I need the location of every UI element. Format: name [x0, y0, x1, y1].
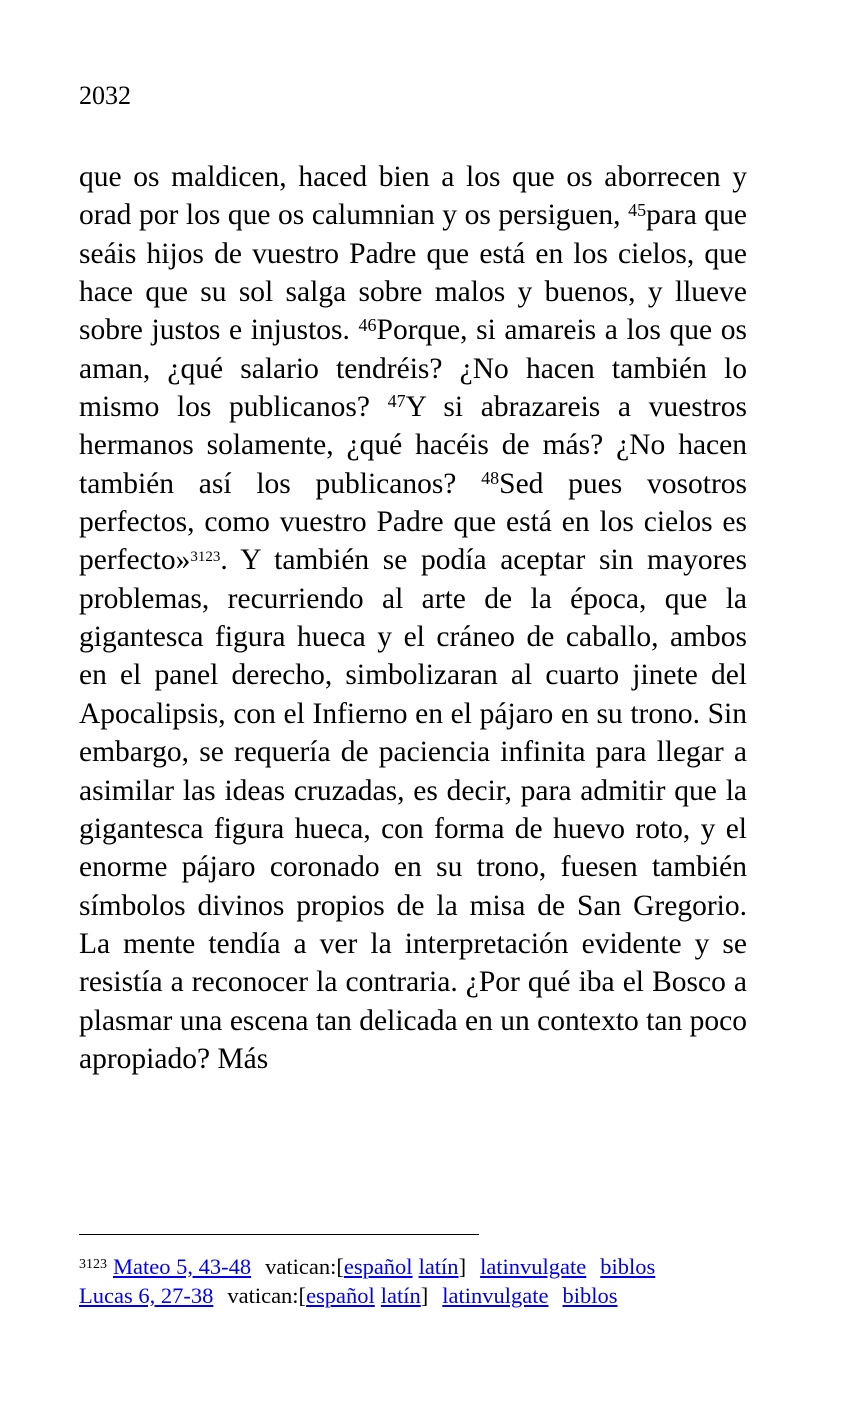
vatican-label: vatican:[: [265, 1254, 344, 1279]
footnote-reference[interactable]: 3123: [190, 548, 221, 565]
vatican-latin-link[interactable]: latín: [380, 1283, 421, 1308]
latinvulgate-link[interactable]: latinvulgate: [480, 1254, 587, 1279]
text-segment: que os maldicen, haced bien a los que os aborrecen y orad por los que os calumnian y os persiguen,: [79, 161, 747, 232]
vatican-close-bracket: ]: [420, 1283, 429, 1308]
latinvulgate-link[interactable]: latinvulgate: [442, 1283, 549, 1308]
verse-number: 47: [387, 391, 406, 412]
vatican-espanol-link[interactable]: español: [343, 1254, 413, 1279]
text-segment: para que seáis hijos de vuestro Padre que está en los cielos, que hace que su sol salga sobre malos y buenos, y llueve sobre justos e injustos.: [79, 199, 748, 347]
mateo-reference-link[interactable]: Mateo 5, 43-48: [113, 1254, 252, 1279]
verse-number: 45: [628, 199, 647, 220]
footnote-number: 3123: [79, 1256, 107, 1272]
text-segment: Sed pues vosotros perfectos, como vuestro Padre que está en los cielos es perfecto»: [79, 467, 747, 577]
vatican-espanol-link[interactable]: español: [306, 1283, 375, 1308]
text-segment: Porque, si amareis a los que os aman, ¿qué salario tendréis? ¿No hacen también lo mismo los publicanos?: [79, 314, 747, 424]
biblos-link[interactable]: biblos: [600, 1254, 656, 1279]
verse-number: 48: [481, 467, 500, 488]
text-segment: Y si abrazareis a vuestros hermanos solamente, ¿qué hacéis de más? ¿No hacen también así los publicanos?: [79, 391, 747, 500]
page-number: 2032: [79, 81, 131, 110]
vatican-close-bracket: ]: [458, 1254, 467, 1279]
body-text: [79, 158, 747, 1078]
biblos-link[interactable]: biblos: [562, 1283, 618, 1308]
footnotes: [79, 1252, 779, 1310]
footnote-line: [79, 1252, 779, 1281]
footnote-divider: [79, 1234, 479, 1235]
vatican-label: vatican:[: [227, 1283, 307, 1308]
text-segment: . Y también se podía aceptar sin mayores problemas, recurriendo al arte de la época, que la gigantesca figura hueca y el cráneo de caballo, ambos en el panel derecho, simbolizaran al cuarto jinete del Apocalipsis, con el Infierno en el pájaro en su trono. Sin embargo, se requería de paciencia infinita para llegar a asimilar las ideas cruzadas, es decir, para admitir que la gigantesca figura hueca, con forma de huevo roto, y el enorme pájaro coronado en su trono, fuesen también símbolos divinos propios de la misa de San Gregorio. La mente tendía a ver la interpretación evidente y se resistía a reconocer la contraria. ¿Por qué iba el Bosco a plasmar una escena tan delicada en un contexto tan poco apropiado? Más: [79, 544, 747, 1075]
verse-number: 46: [358, 314, 377, 335]
footnote-line: [79, 1281, 779, 1310]
vatican-latin-link[interactable]: latín: [418, 1254, 459, 1279]
lucas-reference-link[interactable]: Lucas 6, 27-38: [79, 1283, 214, 1308]
